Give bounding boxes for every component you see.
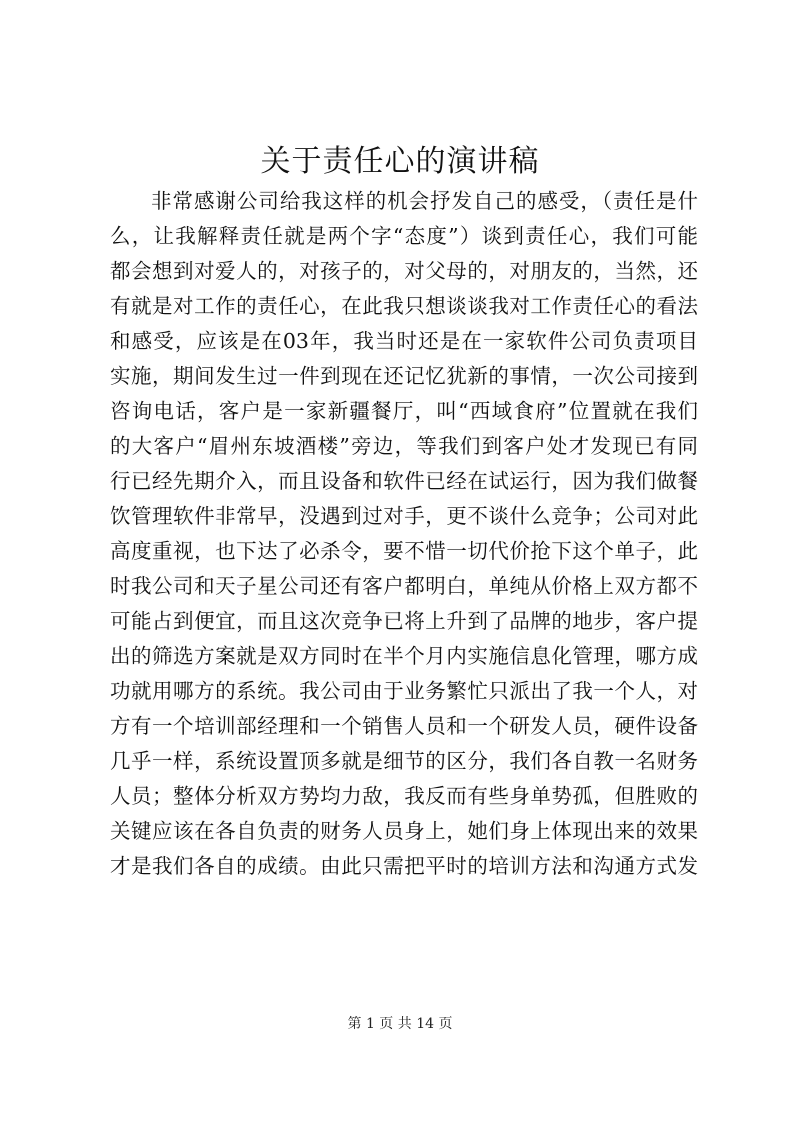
- page-number-footer: 第 1 页 共 14 页: [347, 1016, 453, 1032]
- body-line: 非常感谢公司给我这样的机会抒发自己的感受，（责任是什: [151, 189, 698, 213]
- body-line: 时我公司和天子星公司还有客户都明白，单纯从价格上双方都不: [110, 574, 698, 598]
- body-line: 么，让我解释责任就是两个字“态度”）谈到责任心，我们可能: [110, 224, 698, 248]
- body-line: 出的筛选方案就是双方同时在半个月内实施信息化管理，哪方成: [110, 644, 698, 668]
- body-line: 和感受，应该是在03年，我当时还是在一家软件公司负责项目: [110, 329, 698, 353]
- body-line: 行已经先期介入，而且设备和软件已经在试运行，因为我们做餐: [110, 469, 698, 493]
- body-line: 几乎一样，系统设置顶多就是细节的区分，我们各自教一名财务: [110, 749, 698, 773]
- body-line: 功就用哪方的系统。我公司由于业务繁忙只派出了我一个人，对: [110, 679, 698, 703]
- body-line: 关键应该在各自负责的财务人员身上，她们身上体现出来的效果: [110, 819, 698, 843]
- document-title: 关于责任心的演讲稿: [260, 144, 540, 179]
- body-line: 都会想到对爱人的，对孩子的，对父母的，对朋友的，当然，还: [110, 259, 698, 283]
- body-line: 可能占到便宜，而且这次竞争已将上升到了品牌的地步，客户提: [110, 609, 698, 633]
- body-line: 有就是对工作的责任心，在此我只想谈谈我对工作责任心的看法: [110, 294, 698, 318]
- body-line: 实施，期间发生过一件到现在还记忆犹新的事情，一次公司接到: [110, 364, 698, 388]
- body-line: 人员；整体分析双方势均力敌，我反而有些身单势孤，但胜败的: [110, 784, 698, 808]
- document-body: [110, 184, 698, 884]
- body-line: 的大客户“眉州东坡酒楼”旁边，等我们到客户处才发现已有同: [110, 434, 698, 458]
- body-line: 方有一个培训部经理和一个销售人员和一个研发人员，硬件设备: [110, 714, 698, 738]
- body-line: 咨询电话，客户是一家新疆餐厅，叫“西域食府”位置就在我们: [110, 399, 698, 423]
- body-line: 饮管理软件非常早，没遇到过对手，更不谈什么竞争；公司对此: [110, 504, 698, 528]
- body-line: 才是我们各自的成绩。由此只需把平时的培训方法和沟通方式发: [110, 854, 698, 878]
- body-line: 高度重视，也下达了必杀令，要不惜一切代价抢下这个单子，此: [110, 539, 698, 563]
